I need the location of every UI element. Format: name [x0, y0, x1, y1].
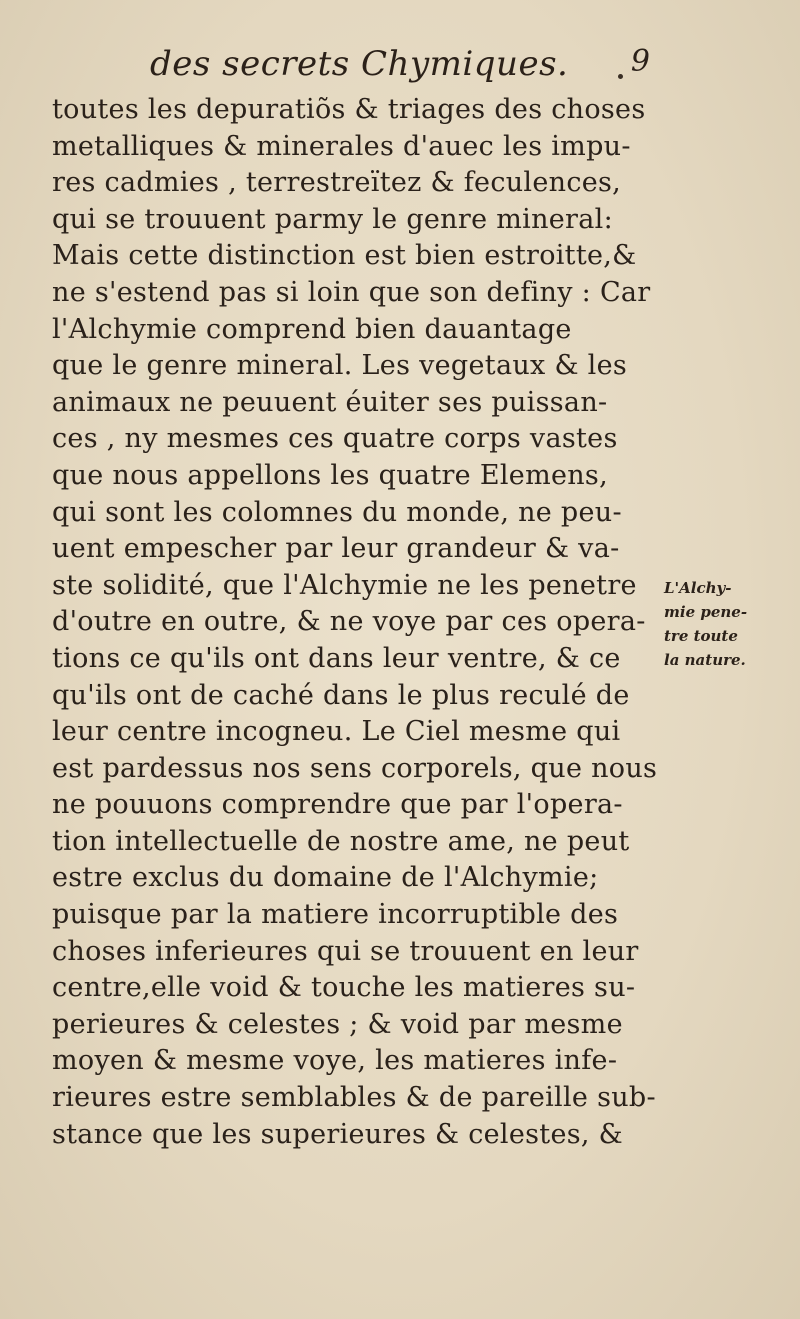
text-line: Mais cette distinction est bien estroitte,&: [52, 240, 637, 272]
page-number: 9: [630, 44, 650, 79]
page-header: [150, 44, 650, 94]
text-line: que nous appellons les quatre Elemens,: [52, 459, 608, 491]
margin-note-line: la nature.: [664, 651, 746, 669]
text-line: toutes les depuratiõs & triages des choses: [52, 94, 646, 125]
text-line: l'Alchymie comprend bien dauantage: [52, 313, 572, 345]
text-line: ne s'estend pas si loin que son definy : Car: [52, 276, 651, 308]
text-line: est pardessus nos sens corporels, que nous: [52, 752, 658, 784]
text-line: que le genre mineral. Les vegetaux & les: [52, 350, 628, 382]
margin-note-line: mie pene-: [664, 603, 748, 621]
text-line: centre,elle void & touche les matieres su-: [52, 972, 636, 1004]
margin-note: [664, 576, 794, 672]
text-line: choses inferieures qui se trouuent en leur: [52, 935, 639, 967]
text-line: perieures & celestes ; & void par mesme: [52, 1008, 623, 1040]
text-line: res cadmies , terrestreïtez & feculences,: [52, 167, 622, 199]
text-line: ne pouuons comprendre que par l'opera-: [52, 789, 623, 821]
body-text: [52, 92, 658, 1153]
text-line: moyen & mesme voye, les matieres infe-: [52, 1045, 618, 1077]
text-line: stance que les superieures & celestes, &: [52, 1118, 623, 1150]
text-line: estre exclus du domaine de l'Alchymie;: [52, 862, 599, 894]
running-title: des secrets Chymiques.: [150, 44, 569, 84]
text-line: metalliques & minerales d'auec les impu-: [52, 130, 631, 162]
text-line: qui se trouuent parmy le genre mineral:: [52, 203, 613, 235]
text-line: leur centre incogneu. Le Ciel mesme qui: [52, 716, 621, 748]
margin-note-line: L'Alchy-: [664, 579, 732, 597]
text-line: tion intellectuelle de nostre ame, ne peut: [52, 825, 630, 857]
margin-note-line: tre toute: [664, 627, 738, 645]
text-line: uent empescher par leur grandeur & va-: [52, 533, 620, 565]
text-line: qu'ils ont de caché dans le plus reculé de: [52, 679, 630, 711]
text-line: tions ce qu'ils ont dans leur ventre, & ce: [52, 642, 621, 674]
text-line: qui sont les colomnes du monde, ne peu-: [52, 496, 622, 528]
text-line: puisque par la matiere incorruptible des: [52, 899, 619, 931]
text-line: d'outre en outre, & ne voye par ces opera-: [52, 606, 646, 638]
ink-mark: [618, 74, 623, 79]
text-line: ste solidité, que l'Alchymie ne les penetre: [52, 569, 637, 601]
text-line: ces , ny mesmes ces quatre corps vastes: [52, 423, 618, 455]
text-line: animaux ne peuuent éuiter ses puissan-: [52, 386, 608, 418]
text-line: rieures estre semblables & de pareille sub-: [52, 1082, 656, 1114]
